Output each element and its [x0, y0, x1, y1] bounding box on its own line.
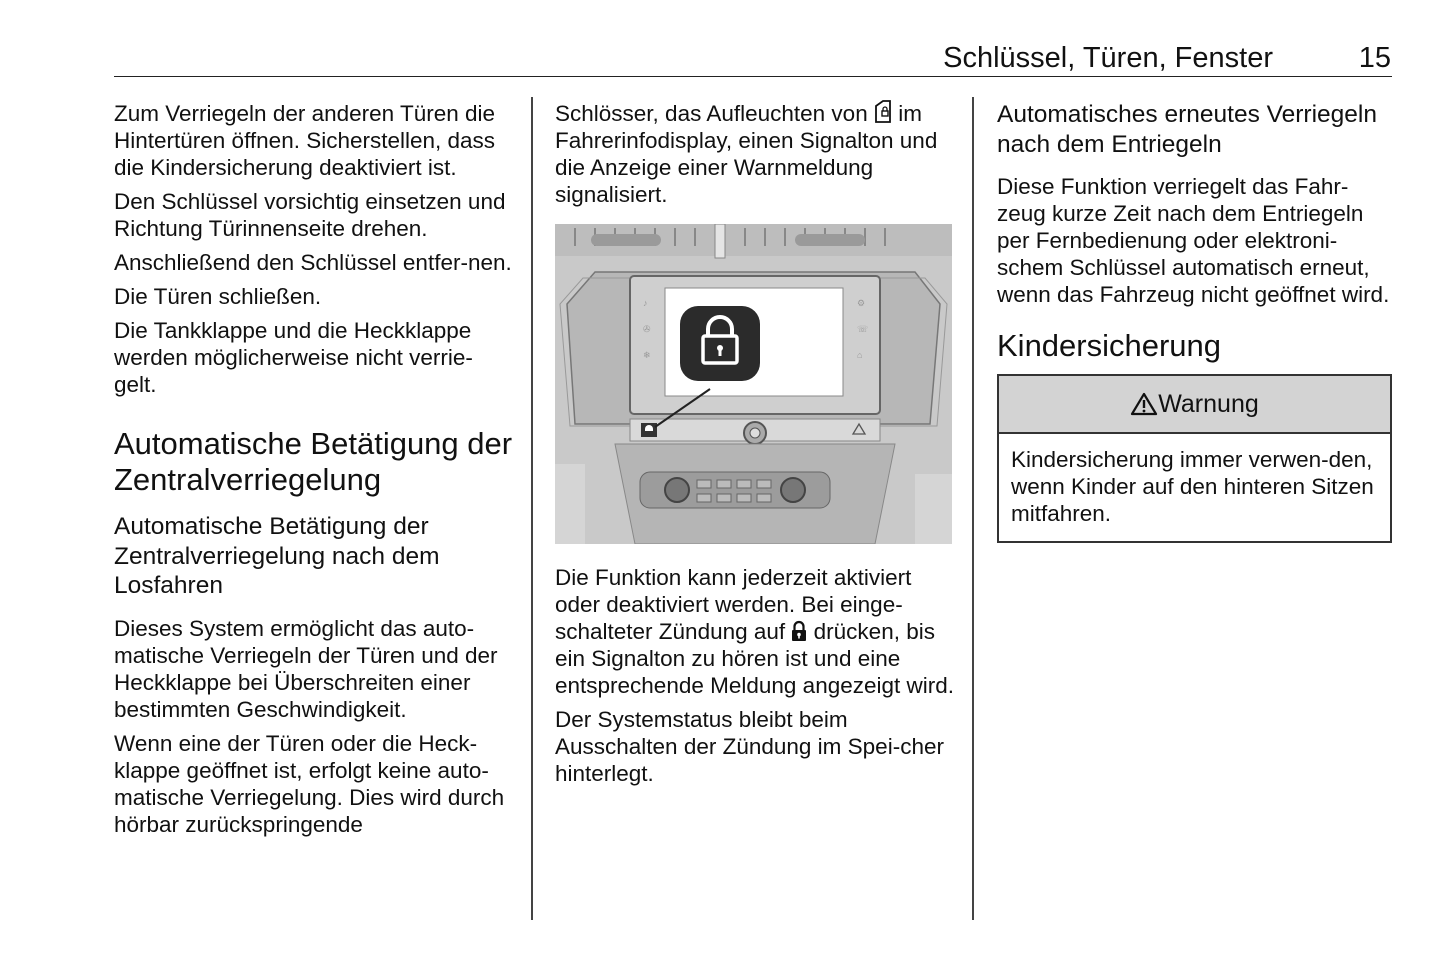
paragraph: Diese Funktion verriegelt das Fahr-zeug kurze Zeit nach dem Entriegeln per Fernbedienung oder elektroni-schem Schlüssel automatisch erneut, wenn das Fahrzeug nicht geöffnet wird.	[997, 174, 1390, 307]
svg-text:⌂: ⌂	[857, 350, 863, 360]
paragraph: Anschließend den Schlüssel entfer-nen.	[114, 250, 512, 275]
svg-text:⚙: ⚙	[857, 298, 866, 308]
warning-box	[997, 374, 1392, 543]
paragraph: Dieses System ermöglicht das auto-matische Verriegeln der Türen und der Heckklappe bei Überschreiten einer bestimmten Geschwindigkeit.	[114, 615, 498, 722]
column-1	[114, 100, 514, 845]
svg-text:❄: ❄	[643, 350, 651, 360]
padlock-icon	[791, 620, 807, 642]
column-3	[997, 100, 1392, 543]
warning-header	[999, 376, 1390, 434]
subsection-heading: Automatische Betätigung der Zentralverriegelung nach dem Losfahren	[114, 513, 440, 599]
svg-text:✇: ✇	[643, 324, 651, 334]
column-divider-right	[972, 97, 974, 920]
page-number: 15	[1358, 42, 1391, 74]
paragraph: Die Türen schließen.	[114, 284, 322, 309]
svg-text:♪: ♪	[643, 298, 648, 308]
page-header	[114, 40, 1392, 77]
column-divider-left	[531, 97, 533, 920]
chapter-title: Schlüssel, Türen, Fenster	[943, 42, 1273, 74]
paragraph: Schlösser, das Aufleuchten von im Fahrerinfodisplay, einen Signalton und die Anzeige einer Warnmeldung signalisiert.	[555, 101, 938, 207]
paragraph: Die Funktion kann jederzeit aktiviert oder deaktiviert werden. Bei einge-schalteter Zündung auf drücken, bis ein Signalton zu hören ist und eine entsprechende Meldung angezeigt wird.	[555, 565, 955, 698]
section-heading: Kindersicherung	[997, 328, 1222, 363]
warning-title: Warnung	[1158, 389, 1259, 418]
paragraph: Der Systemstatus bleibt beim Ausschalten der Zündung im Spei-cher hinterlegt.	[555, 707, 944, 786]
paragraph: Die Tankklappe und die Heckklappe werden möglicherweise nicht verrie-gelt.	[114, 318, 473, 397]
paragraph: Den Schlüssel vorsichtig einsetzen und Richtung Türinnenseite drehen.	[114, 189, 506, 241]
warning-text: Kindersicherung immer verwen-den, wenn Kinder auf den hinteren Sitzen mitfahren.	[1011, 447, 1374, 526]
column-2	[555, 100, 955, 794]
subsection-heading: Automatisches erneutes Verriegeln nach dem Entriegeln	[997, 101, 1377, 158]
paragraph: Wenn eine der Türen oder die Heck-klappe geöffnet ist, erfolgt keine auto-matische Verriegelung. Dies wird durch hörbar zurückspringende	[114, 730, 505, 837]
warning-triangle-icon	[1130, 392, 1158, 416]
dashboard-illustration	[555, 224, 952, 544]
warning-body	[999, 434, 1390, 541]
car-door-lock-icon	[874, 100, 892, 124]
svg-text:☏: ☏	[857, 324, 869, 334]
section-heading: Automatische Betätigung der Zentralverriegelung	[114, 426, 513, 497]
paragraph: Zum Verriegeln der anderen Türen die Hintertüren öffnen. Sicherstellen, dass die Kindersicherung deaktiviert ist.	[114, 101, 496, 180]
